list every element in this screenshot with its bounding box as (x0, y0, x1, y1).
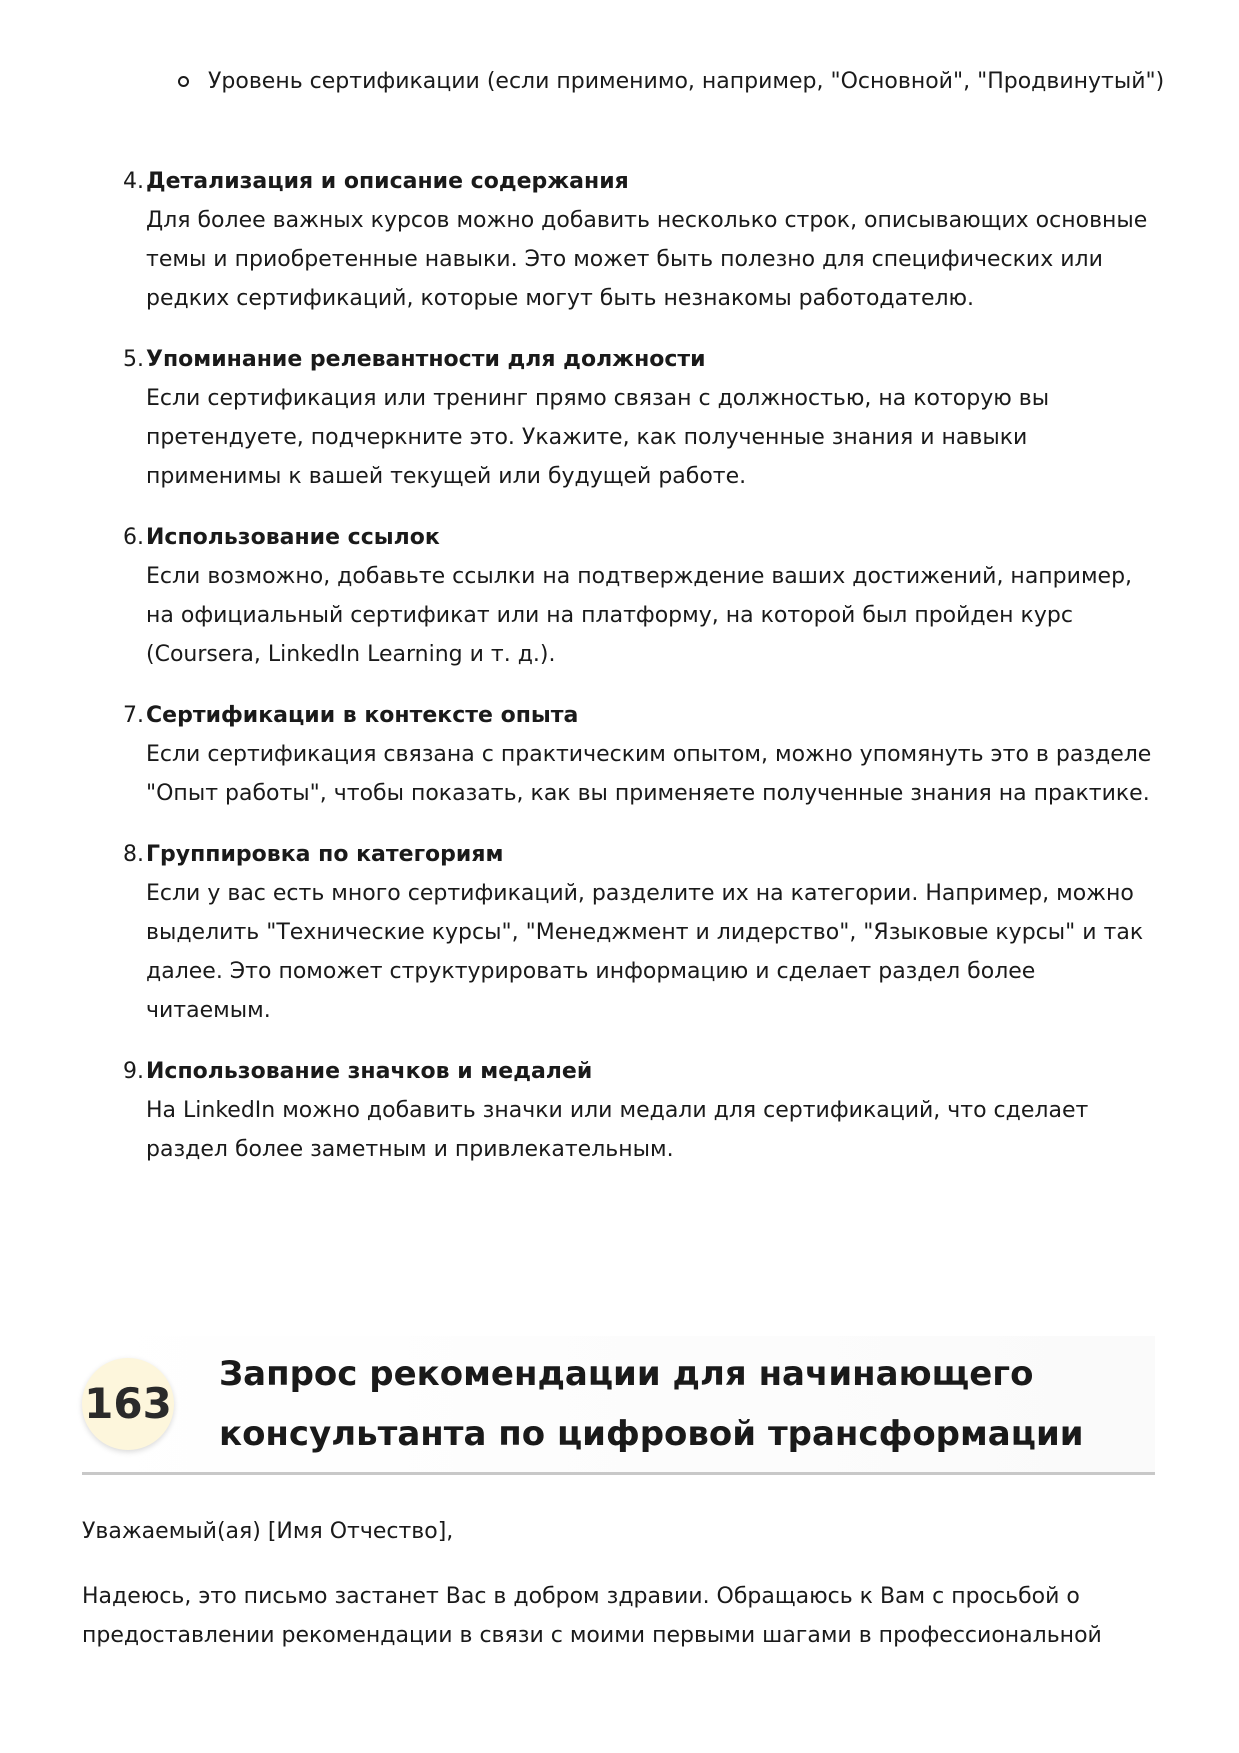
list-item (0, 835, 1239, 1030)
section-number-badge: 163 (82, 1358, 174, 1450)
list-item-title: Детализация и описание содержания (146, 169, 629, 194)
list-item (0, 1052, 1239, 1169)
section-title (219, 1344, 1139, 1464)
list-item-number: 6. (123, 525, 144, 550)
list-item-number: 4. (123, 169, 144, 194)
section-title-line: Запрос рекомендации для начинающего (219, 1354, 1034, 1394)
sub-bullet-item (178, 62, 1178, 101)
list-item (0, 162, 1239, 318)
section-title-line: консультанта по цифровой трансформации (219, 1414, 1084, 1454)
list-item-body: Если сертификация связана с практическим опытом, можно упомянуть это в разделе "Опыт работы", чтобы показать, как вы применяете полученные знания на практике. (146, 742, 1152, 806)
list-item (0, 518, 1239, 674)
section-header (82, 1336, 1155, 1475)
list-item-body: Если возможно, добавьте ссылки на подтверждение ваших достижений, например, на официальный сертификат или на платформу, на которой был пройден курс (Coursera, LinkedIn Learning и т. д.). (146, 564, 1133, 667)
list-item-number: 5. (123, 347, 144, 372)
list-item-body: На LinkedIn можно добавить значки или медали для сертификаций, что сделает раздел более заметным и привлекательным. (146, 1098, 1089, 1162)
list-item-title: Группировка по категориям (146, 842, 504, 867)
list-item-title: Сертификации в контексте опыта (146, 703, 579, 728)
numbered-list (0, 162, 1239, 1191)
list-item-title: Использование ссылок (146, 525, 440, 550)
list-item-title: Упоминание релевантности для должности (146, 347, 706, 372)
letter-paragraph: Надеюсь, это письмо застанет Вас в добром здравии. Обращаюсь к Вам с просьбой о предоставлении рекомендации в связи с моими первыми шагами в профессиональной (82, 1584, 1102, 1648)
list-item-body: Если у вас есть много сертификаций, разделите их на категории. Например, можно выделить "Технические курсы", "Менеджмент и лидерство", "Языковые курсы" и так далее. Это поможет структурировать информацию и сделает раздел более читаемым. (146, 881, 1144, 1023)
list-item-title: Использование значков и медалей (146, 1059, 593, 1084)
list-item-body: Если сертификация или тренинг прямо связан с должностью, на которую вы претендуете, подчеркните это. Укажите, как полученные знания и навыки применимы к вашей текущей или будущей работе. (146, 386, 1050, 489)
list-item (0, 696, 1239, 813)
list-item-number: 7. (123, 703, 144, 728)
letter-body (82, 1512, 1162, 1681)
list-item-number: 9. (123, 1059, 144, 1084)
list-item (0, 340, 1239, 496)
list-item-body: Для более важных курсов можно добавить несколько строк, описывающих основные темы и приобретенные навыки. Это может быть полезно для специфических или редких сертификаций, которые могут быть незнакомы работодателю. (146, 208, 1148, 311)
circle-bullet-icon (178, 76, 189, 87)
letter-greeting: Уважаемый(ая) [Имя Отчество], (82, 1519, 454, 1544)
sub-bullet-text: Уровень сертификации (если применимо, например, "Основной", "Продвинутый") (208, 69, 1165, 94)
list-item-number: 8. (123, 842, 144, 867)
